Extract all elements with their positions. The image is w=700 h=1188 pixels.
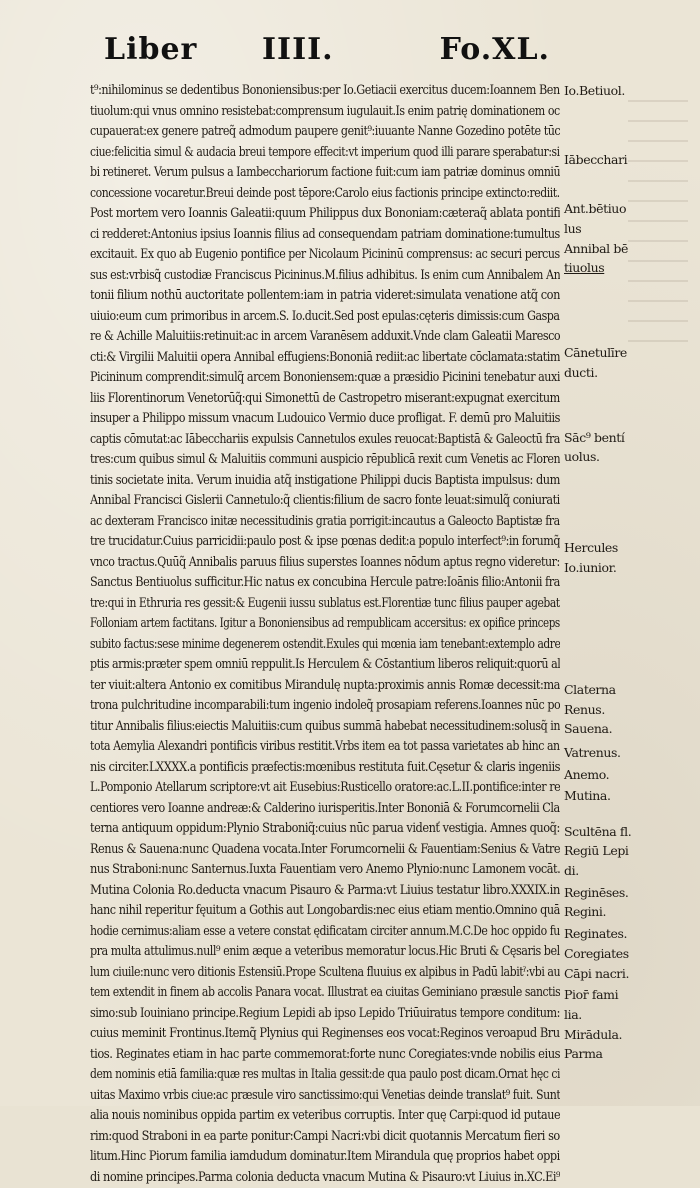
margin-note: ducti. bbox=[564, 363, 598, 382]
marginal-notes-column bbox=[564, 81, 684, 981]
text-line: Annibal Francisci Gislerii Cannetulo:q̃ clientis:filium de sacro fonte leuat:simulq̃ coniurati bbox=[90, 491, 560, 512]
text-line: uitas Maximo vrbis ciue:ac præsule viro sanctissimo:qui Venetias deinde translat⁹ fuit. Sunt bbox=[90, 1086, 560, 1107]
margin-note: Anemo. bbox=[564, 765, 609, 784]
main-text-column bbox=[90, 81, 560, 1188]
text-line: ptis armis:præter spem omniū reppulit.Is Herculem & Cōstantium liberos reliquit:quorū al bbox=[90, 655, 560, 676]
text-line: Sanctus Bentiuolus sufficitur.Hic natus ex concubina Hercule patre:Ioānis filio:Antonii fra bbox=[90, 573, 560, 594]
text-line: tem extendit in finem ab accolis Panara vocat. Illustrat ea ciuitas Geminiano præsule sanctis bbox=[90, 983, 560, 1004]
margin-note: Claterna bbox=[564, 680, 616, 699]
text-line: cuius meminit Frontinus.Itemq̃ Plynius qui Reginenses eos vocat:Reginos veroapud Bru bbox=[90, 1024, 560, 1045]
margin-note: Parma bbox=[564, 1044, 603, 1063]
margin-note: Reginēses. bbox=[564, 883, 628, 902]
text-line: rim:quod Straboni in ea parte ponitur:Campi Nacri:vbi dicit quotannis Mercatum fieri so bbox=[90, 1127, 560, 1148]
margin-note: uolus. bbox=[564, 447, 600, 466]
margin-note: di. bbox=[564, 861, 579, 880]
text-line: trona pulchritudine incomparabili:tum ingenio indoleq̃ prosapiam referens.Ioannes nūc po bbox=[90, 696, 560, 717]
margin-note: Regiū Lepi bbox=[564, 841, 629, 860]
margin-note: Mutina. bbox=[564, 786, 611, 805]
text-line: centiores vero Ioanne andreæ:& Calderino iurisperitis.Inter Bononiā & Forumcornelii Cla bbox=[90, 799, 560, 820]
text-line: di nomine principes.Parma colonia deducta vnacum Mutina & Pisauro:vt Liuius in.XC.Ei⁹ bbox=[90, 1168, 560, 1188]
text-line: lum ciuile:nunc vero ditionis Estensiū.Prope Scultena fluuius ex alpibus in Padū labitˀ:vbi au bbox=[90, 963, 560, 984]
text-line: Mutina Colonia Ro.deducta vnacum Pisauro & Parma:vt Liuius testatur libro.XXXIX.in bbox=[90, 881, 560, 902]
text-line: insuper a Philippo missum vnacum Ludouico Vermio duce profligat. F. demū pro Maluitiis bbox=[90, 409, 560, 430]
text-line: t⁹:nihilominus se dedentibus Bononiensibus:per Io.Getiacii exercitus ducem:Ioannem Ben bbox=[90, 81, 560, 102]
margin-note: tiuolus bbox=[564, 258, 604, 277]
header-folio: Fo.XL. bbox=[440, 32, 550, 67]
text-line: pra multa attulimus.null⁹ enim æque a veteribus memoratur locus.Hic Bruti & Cęsaris bel bbox=[90, 942, 560, 963]
margin-note: Regini. bbox=[564, 902, 606, 921]
text-line: L.Pomponio Atellarum scriptore:vt ait Eusebius:Rusticello oratore:ac.L.II.pontifice:inter re bbox=[90, 778, 560, 799]
text-line: nis circiter.LXXXX.a pontificis præfectis:mœnibus restituta fuit.Cęsetur & claris ingeniis bbox=[90, 758, 560, 779]
text-line: subito factus:sese minime degenerem ostendit.Exules qui mœnia iam tenebant:extemplo adre bbox=[90, 635, 560, 656]
text-line: Renus & Sauena:nunc Quadena vocata.Inter Forumcornelii & Fauentiam:Senius & Vatre bbox=[90, 840, 560, 861]
text-line: sus est:vrbisq̃ custodiæ Franciscus Picininus.M.filius adhibitus. Is enim cum Annibalem An bbox=[90, 266, 560, 287]
text-line: ac dexteram Francisco initæ necessitudinis gratia porrigit:incautus a Galeocto Baptistæ fra bbox=[90, 512, 560, 533]
margin-note: Sauena. bbox=[564, 719, 612, 738]
text-line: tonii filium nothū auctoritate pollentem:iam in patria videret:simulata venatione atq̃ con bbox=[90, 286, 560, 307]
text-line: captis cōmutat:ac Iābecchariis expulsis Cannetulos exules reuocat:Baptistā & Galeoctū fra bbox=[90, 430, 560, 451]
text-line: tres:cum quibus simul & Maluitiis communi auspicio rēpublicā rexit cum Venetis ac Floren bbox=[90, 450, 560, 471]
margin-note: Io.iunior. bbox=[564, 558, 616, 577]
text-line: ci redderet:Antonius ipsius Ioannis filius ad consequendam patriam dominatione:tumultus bbox=[90, 225, 560, 246]
margin-note: Reginates. bbox=[564, 924, 627, 943]
text-line: Post mortem vero Ioannis Galeatii:quum Philippus dux Bononiam:cæteraq̃ ablata pontifi bbox=[90, 204, 560, 225]
margin-note: Renus. bbox=[564, 700, 605, 719]
margin-note: Annibal bē bbox=[564, 239, 628, 258]
text-line: hodie cernimus:aliam esse a vetere constat ędificatam circiter annum.M.C.De hoc oppido fu bbox=[90, 922, 560, 943]
text-line: cupauerat:ex genere patreq̃ admodum paupere genit⁹:iuuante Nanne Gozedino potēte tūc bbox=[90, 122, 560, 143]
text-line: tota Aemylia Alexandri pontificis viribus restitit.Vrbs item ea tot passa varietates ab hinc an bbox=[90, 737, 560, 758]
text-line: titur Annibalis filius:eiectis Maluitiis:cum quibus summā habebat necessitudinem:solusq̃ in bbox=[90, 717, 560, 738]
text-line: tre:qui in Ethruria res gessit:& Eugenii iussu sublatus est.Florentiæ tunc filius pauper agebat bbox=[90, 594, 560, 615]
text-line: tre trucidatur.Cuius parricidii:paulo post & ipse pœnas dedit:a populo interfect⁹:in forumq̃ bbox=[90, 532, 560, 553]
margin-note: Mirādula. bbox=[564, 1025, 622, 1044]
text-line: liis Florentinorum Venetorūq̃:qui Simonettū de Castropetro miserant:expugnat exercitum bbox=[90, 389, 560, 410]
text-line: dem nominis etiā familia:quæ res multas in Italia gessit:de qua paulo post dicam.Ornat hęc ci bbox=[90, 1065, 560, 1086]
text-line: alia nouis nominibus oppida partim ex veteribus corruptis. Inter quę Carpi:quod id putaue bbox=[90, 1106, 560, 1127]
text-line: nus Straboni:nunc Santernus.Iuxta Fauentiam vero Anemo Plynio:nunc Lamonem vocāt. bbox=[90, 860, 560, 881]
text-line: simo:sub Iouiniano principe.Regium Lepidi ab ipso Lepido Triūuiratus tempore conditum: bbox=[90, 1004, 560, 1025]
text-line: litum.Hinc Piorum familia iamdudum dominatur.Item Mirandula quę proprios habet oppi bbox=[90, 1147, 560, 1168]
text-line: ciue:felicitia simul & audacia breui tempore effecit:vt imperium quod illi parare sperabatur:si bbox=[90, 143, 560, 164]
text-line: uiuio:eum cum primoribus in arcem.S. Io.ducit.Sed post epulas:cęteris dimissis:cum Gaspa bbox=[90, 307, 560, 328]
margin-note: Pior̄ fami bbox=[564, 985, 618, 1004]
text-line: excitauit. Ex quo ab Eugenio pontifice per Nicolaum Picininū comprensus: ac securi percus bbox=[90, 245, 560, 266]
margin-note: Cāpi nacri. bbox=[564, 964, 629, 983]
text-line: tios. Reginates etiam in hac parte commemorat:forte nunc Coregiates:vnde nobilis eius bbox=[90, 1045, 560, 1066]
margin-note: Cānetulīre bbox=[564, 343, 627, 362]
margin-note: Coregiates bbox=[564, 944, 629, 963]
text-line: Folloniam artem factitans. Igitur a Bononiensibus ad rempublicam accersitus: ex opifice princeps bbox=[90, 614, 560, 635]
text-line: Picininum comprendit:simulq̃ arcem Bononiensem:quæ a præsidio Picinini tenebatur auxi bbox=[90, 368, 560, 389]
text-line: re & Achille Maluitiis:retinuit:ac in arcem Varanēsem adduxit.Vnde clam Galeatii Maresco bbox=[90, 327, 560, 348]
margin-note: lus bbox=[564, 219, 581, 238]
text-line: cti:& Virgilii Maluitii opera Annibal effugiens:Bononiā rediit:ac libertate cōclamata:statim bbox=[90, 348, 560, 369]
margin-note: Ant.bētiuo bbox=[564, 199, 626, 218]
text-line: vnco tractus.Quūq̃ Annibalis paruus filius superstes Ioannes nōdum aptus regno videretur: bbox=[90, 553, 560, 574]
text-line: bi retineret. Verum pulsus a Iambecchariorum factione fuit:cum iam patriæ dominus omniū bbox=[90, 163, 560, 184]
margin-note: Scultēna fl. bbox=[564, 822, 631, 841]
margin-note: Sāc⁹ bentí bbox=[564, 428, 624, 447]
margin-note: Io.Betiuol. bbox=[564, 81, 625, 100]
text-line: terna antiquum oppidum:Plynio Straboniq̃:cuius nūc parua videnť vestigia. Amnes quoq̃: bbox=[90, 819, 560, 840]
text-line: tinis societate inita. Verum inuidia atq̃ instigatione Philippi ducis Baptista impulsus: dum bbox=[90, 471, 560, 492]
margin-note: Hercules bbox=[564, 538, 618, 557]
text-line: tiuolum:qui vnus omnino resistebat:comprensum iugulauit.Is enim patrię dominationem oc bbox=[90, 102, 560, 123]
header-book-number: IIII. bbox=[262, 32, 334, 67]
text-line: ter viuit:altera Antonio ex comitibus Mirandulę nupta:proximis annis Romæ decessit:ma bbox=[90, 676, 560, 697]
running-header bbox=[104, 32, 550, 78]
margin-note: Vatrenus. bbox=[564, 743, 621, 762]
margin-note: Iābecchari bbox=[564, 150, 627, 169]
text-line: hanc nihil reperitur fęuitum a Gothis aut Longobardis:nec eius etiam mentio.Omnino quā bbox=[90, 901, 560, 922]
margin-note: lia. bbox=[564, 1005, 582, 1024]
header-liber: Liber bbox=[104, 32, 197, 67]
text-line: concessione vocaretur.Breui deinde post tēpore:Carolo eius factionis principe extincto:rediit. bbox=[90, 184, 560, 205]
